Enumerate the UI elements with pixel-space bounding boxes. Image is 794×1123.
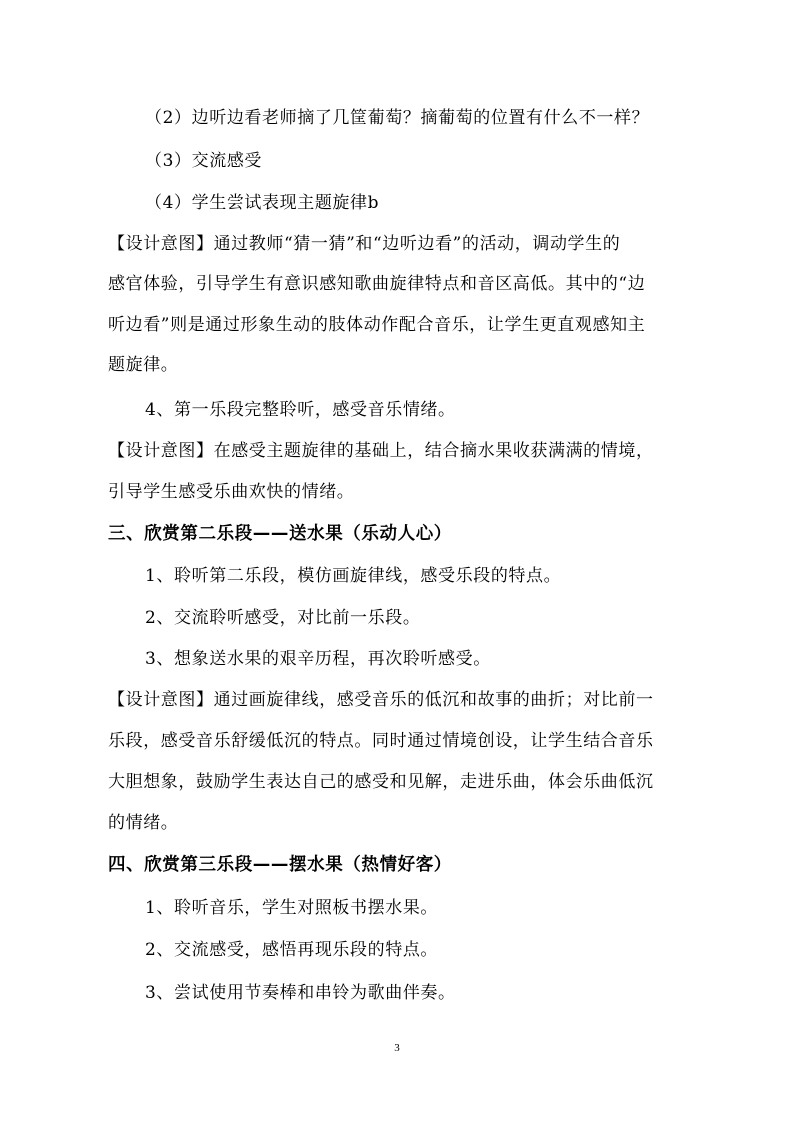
design-intent-line: 【设计意图】通过教师“猜一猜”和“边听边看”的活动，调动学生的 <box>108 234 621 254</box>
design-intent-line: 【设计意图】在感受主题旋律的基础上，结合摘水果收获满满的情境， <box>108 441 654 461</box>
paragraph-line: 4、第一乐段完整聆听，感受音乐情绪。 <box>145 400 456 420</box>
paragraph-line: 1、聆听音乐，学生对照板书摆水果。 <box>145 898 439 918</box>
paragraph-line: 3、想象送水果的艰辛历程，再次聆听感受。 <box>145 649 491 669</box>
paragraph-line: 2、交流聆听感受，对比前一乐段。 <box>145 608 421 628</box>
paragraph-line: 3、尝试使用节奏棒和串铃为歌曲伴奏。 <box>145 983 456 1003</box>
paragraph-line: （2）边听边看老师摘了几筐葡萄？摘葡萄的位置有什么不一样？ <box>145 108 650 128</box>
paragraph-line: 感官体验，引导学生有意识感知歌曲旋律特点和音区高低。其中的“边 <box>108 274 646 294</box>
paragraph-line: 乐段，感受音乐舒缓低沉的特点。同时通过情境创设，让学生结合音乐 <box>108 731 654 751</box>
paragraph-line: 1、聆听第二乐段，模仿画旋律线，感受乐段的特点。 <box>145 566 562 586</box>
page-number: 3 <box>394 1042 400 1054</box>
section-heading: 四、欣赏第三乐段——摆水果（热情好客） <box>108 855 452 875</box>
paragraph-line: （4）学生尝试表现主题旋律b <box>145 193 380 213</box>
paragraph-line: 听边看”则是通过形象生动的肢体动作配合音乐，让学生更直观感知主 <box>108 315 646 335</box>
paragraph-line: 题旋律。 <box>108 355 179 375</box>
paragraph-line: 引导学生感受乐曲欢快的情绪。 <box>108 482 355 502</box>
paragraph-line: （3）交流感受 <box>145 151 263 171</box>
design-intent-line: 【设计意图】通过画旋律线，感受音乐的低沉和故事的曲折；对比前一 <box>108 690 654 710</box>
paragraph-line: 的情绪。 <box>108 813 179 833</box>
paragraph-line: 2、交流感受，感悟再现乐段的特点。 <box>145 940 439 960</box>
section-heading: 三、欣赏第二乐段——送水果（乐动人心） <box>108 524 452 544</box>
paragraph-line: 大胆想象，鼓励学生表达自己的感受和见解，走进乐曲，体会乐曲低沉 <box>108 772 654 792</box>
